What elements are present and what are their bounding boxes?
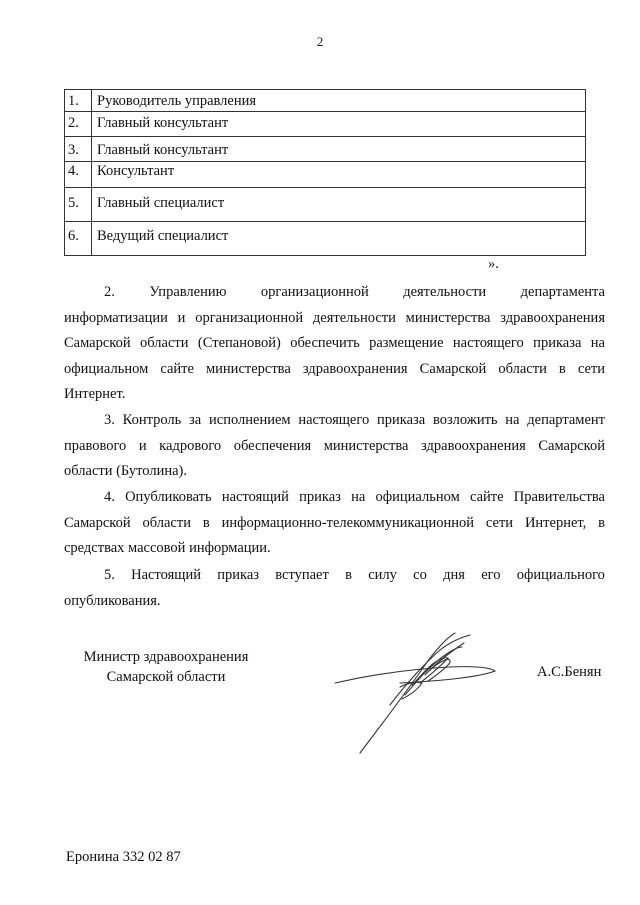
positions-table — [64, 89, 586, 256]
word: 2. — [104, 284, 115, 300]
position-title: Ведущий специалист — [92, 222, 586, 256]
signer-title — [80, 647, 252, 687]
table-row — [65, 90, 586, 112]
table-row — [65, 112, 586, 137]
page-number: 2 — [316, 34, 324, 49]
paragraph-5-line-2: опубликования. — [64, 592, 161, 609]
signer-title-line-1: Министр здравоохранения — [83, 649, 249, 665]
paragraph-3-line-3: области (Бутолина). — [64, 463, 187, 479]
signer-name: А.С.Бенян — [537, 664, 602, 680]
word: организационной — [260, 284, 369, 300]
word: Настоящий — [131, 567, 201, 583]
signer-title-line-2: Самарской области — [106, 669, 226, 685]
paragraph-2-line-4: официальном сайте министерства здравоохранения Самарской области в сети — [64, 360, 605, 377]
table-row — [65, 137, 586, 162]
position-title: Главный консультант — [92, 112, 586, 137]
word: со — [413, 567, 427, 583]
paragraph-2-line-2: информатизации и организационной деятельности министерства здравоохранения — [64, 309, 605, 326]
closing-quote: ». — [488, 256, 499, 272]
position-title: Консультант — [92, 162, 586, 188]
paragraph-2-line-5: Интернет. — [64, 386, 126, 402]
paragraph-5 — [64, 563, 605, 614]
paragraph-2-line-3: Самарской области (Степановой) обеспечить размещение настоящего приказа на — [64, 335, 605, 351]
row-number: 1. — [65, 90, 92, 112]
word: вступает — [275, 567, 329, 583]
row-number: 4. — [65, 162, 92, 188]
paragraph-2 — [64, 280, 605, 408]
table-row — [65, 162, 586, 188]
word: Управлению — [149, 284, 227, 300]
row-number: 3. — [65, 137, 92, 162]
row-number: 5. — [65, 188, 92, 222]
paragraph-3-line-1: 3. Контроль за исполнением настоящего приказа возложить на департамент — [104, 412, 605, 428]
table-row — [65, 188, 586, 222]
position-title: Главный специалист — [92, 188, 586, 222]
position-title: Главный консультант — [92, 137, 586, 162]
paragraph-2-line-1 — [64, 280, 605, 306]
word: дня — [443, 567, 465, 583]
word: 5. — [104, 567, 115, 583]
paragraph-4-line-2: Самарской области в информационно-телекоммуникационной сети Интернет, в — [64, 514, 605, 531]
paragraph-3 — [64, 408, 605, 485]
word: приказ — [217, 567, 259, 583]
row-number: 6. — [65, 222, 92, 256]
word: в — [345, 567, 352, 583]
paragraph-4-line-3: средствах массовой информации. — [64, 540, 271, 556]
word: его — [481, 567, 501, 583]
paragraph-4-line-1: 4. Опубликовать настоящий приказ на официальном сайте Правительства — [104, 489, 605, 505]
paragraph-3-line-2: правового и кадрового обеспечения министерства здравоохранения Самарской — [64, 437, 605, 454]
paragraph-5-line-1 — [64, 563, 605, 589]
position-title: Руководитель управления — [92, 90, 586, 112]
word: департамента — [520, 284, 605, 300]
word: деятельности — [403, 284, 487, 300]
signature-image — [330, 625, 505, 755]
executor-contact: Еронина 332 02 87 — [66, 849, 181, 865]
row-number: 2. — [65, 112, 92, 137]
word: силу — [368, 567, 397, 583]
paragraph-4 — [64, 485, 605, 562]
word: официального — [516, 567, 605, 583]
table-row — [65, 222, 586, 256]
